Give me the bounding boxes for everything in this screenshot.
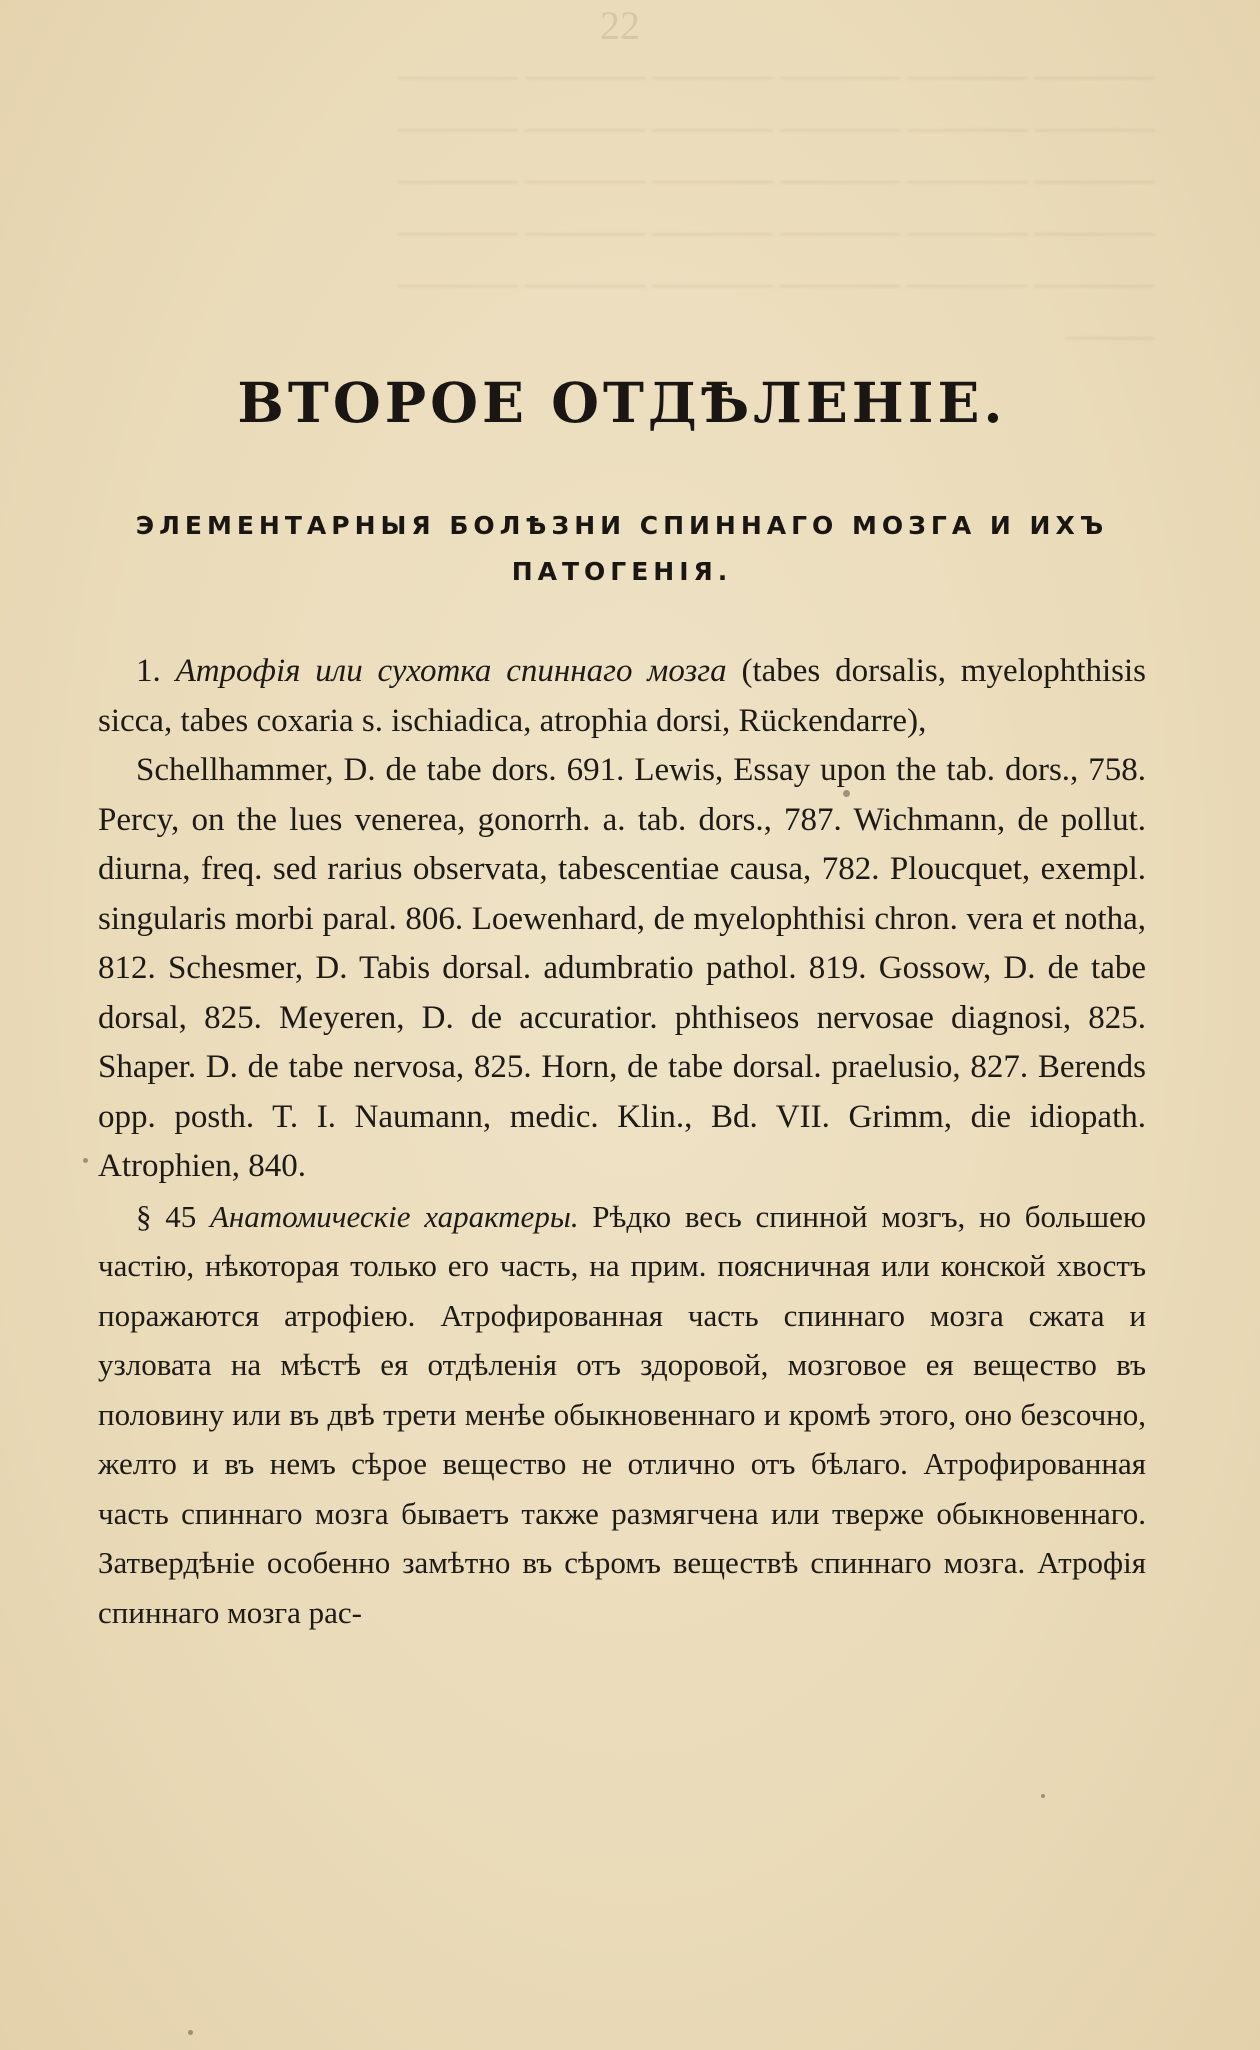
section-45-paragraph bbox=[98, 1192, 1146, 1638]
section-1-latin-synonyms: (tabes dorsalis, myelophthisis sicca, tabes coxaria s. ischiadica, atrophia dorsi, Rückendarre), bbox=[98, 653, 1146, 739]
section-45-mark: § 45 bbox=[136, 1198, 197, 1234]
subheading-line-2: ПАТОГЕНІЯ. bbox=[511, 557, 733, 586]
chapter-subheading bbox=[98, 503, 1146, 595]
chapter-heading: ВТОРОЕ ОТДѢЛЕНІЕ. bbox=[237, 370, 1007, 435]
ink-speck bbox=[843, 790, 850, 797]
section-1-number: 1. bbox=[136, 653, 161, 689]
bibliography-paragraph: Schellhammer, D. de tabe dors. 691. Lewis, Essay upon the tab. dors., 758. Percy, on the lues venerea, gonorrh. a. tab. dors., 787. Wichmann, de pollut. diurna, freq. sed rarius observata, tabescentiae causa, 782. Ploucquet, exempl. singularis morbi paral. 806. Loewenhard, de myelophthisi chron. vera et notha, 812. Schesmer, D. Tabis dorsal. adumbratio pathol. 819. Gossow, D. de tabe dorsal, 825. Meyeren, D. de accuratior. phthiseos nervosae diagnosi, 825. Shaper. D. de tabe nervosa, 825. Horn, de tabe dorsal. praelusio, 827. Berends opp. posth. T. I. Naumann, medic. Klin., Bd. VII. Grimm, die idiopath. Atrophien, 840. bbox=[98, 752, 1146, 1184]
section-45-title: Анатомическіе характеры. bbox=[209, 1198, 579, 1234]
section-1-title: Атрофія или сухотка спиннаго мозга bbox=[175, 653, 727, 689]
section-45-body: Рѣдко весь спинной мозгъ, но большею частію, нѣкоторая только его часть, на прим. поясничная или конской хвостъ поражаются атрофіею. Атрофированная часть спиннаго мозга сжата и узловата на мѣстѣ ея отдѣленія отъ здоровой, мозговое ея вещество въ половину или въ двѣ трети менѣе обыкновеннаго и кромѣ этого, оно безсочно, желто и въ немъ сѣрое вещество не отлично отъ бѣлаго. Атрофированная часть спиннаго мозга бываетъ также размягчена или тверже обыкновеннаго. Затвердѣніе особенно замѣтно въ сѣромъ веществѣ спиннаго мозга. Атрофія спиннаго мозга рас- bbox=[98, 1198, 1147, 1630]
ink-speck bbox=[188, 2030, 193, 2035]
subheading-line-1: ЭЛЕМЕНТАРНЫЯ БОЛѢЗНИ СПИННАГО МОЗГА И ИХЪ bbox=[135, 511, 1109, 540]
bleed-through-text: ———— ———— ———— ———— ———— ———— ———— ———— ———— ———— ———— ———— ———— ———— ———— ———— ———— ———— ———— ———— ———— ———— ———— ———— ———— ———— ———— ———— ———— ———— ——— bbox=[397, 59, 1155, 352]
page-content bbox=[98, 370, 1146, 1637]
ink-speck bbox=[1041, 1794, 1045, 1798]
ink-speck bbox=[83, 1158, 88, 1163]
section-1-title-paragraph bbox=[98, 647, 1146, 746]
bleed-through-page-number: 22 bbox=[600, 3, 640, 48]
